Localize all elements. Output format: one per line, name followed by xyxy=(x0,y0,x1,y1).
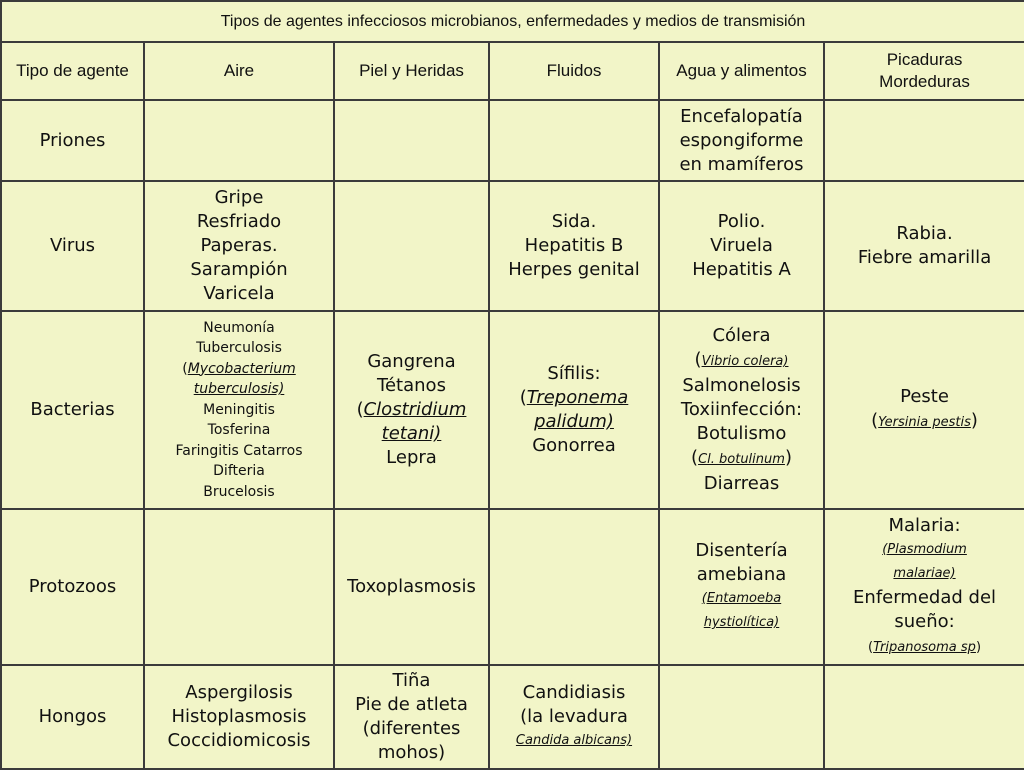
cell-line: Viruela xyxy=(710,235,773,256)
cell-line: amebiana xyxy=(696,564,787,585)
row-hongos xyxy=(1,665,1024,769)
cell-line: Encefalopatía xyxy=(680,105,803,127)
cell-protozoos-piel: Toxoplasmosis xyxy=(334,509,489,665)
cell-virus-fluidos xyxy=(489,181,659,311)
cell-line: Gonorrea xyxy=(532,435,616,456)
cell-line: Varicela xyxy=(203,283,275,304)
cell-virus-agua xyxy=(659,181,824,311)
cell-line: Disentería xyxy=(695,540,788,561)
scientific-name: Cl. botulinum xyxy=(698,452,785,467)
paren-text: ) xyxy=(784,447,792,468)
cell-line: Resfriado xyxy=(196,211,282,232)
paren-text: ) xyxy=(970,410,978,431)
cell-line: Faringitis Catarros xyxy=(175,442,303,459)
cell-line: Peste xyxy=(900,386,949,407)
paren-text: ( xyxy=(356,399,364,420)
cell-virus-piel xyxy=(334,181,489,311)
scientific-name: (Plasmodium xyxy=(882,542,967,557)
cell-protozoos-aire xyxy=(144,509,334,665)
paren-text: ( xyxy=(182,360,188,377)
cell-line: Aspergilosis xyxy=(185,682,293,703)
cell-line: Paperas. xyxy=(200,235,278,256)
cell-line: Coccidiomicosis xyxy=(167,730,311,751)
scientific-name: (Entamoeba xyxy=(701,591,782,606)
cell-line: Brucelosis xyxy=(203,483,275,500)
row-bacterias xyxy=(1,311,1024,509)
cell-line: Botulismo xyxy=(696,423,787,444)
cell-bacterias-aire xyxy=(144,311,334,509)
header-picaduras-line: Picaduras xyxy=(886,50,963,69)
cell-hongos-picaduras xyxy=(824,665,1024,769)
cell-line: Gangrena xyxy=(367,351,456,372)
cell-line: en mamíferos xyxy=(679,153,804,175)
row-virus xyxy=(1,181,1024,311)
cell-line: Sífilis: xyxy=(547,363,601,384)
cell-line: mohos) xyxy=(377,742,446,763)
header-agua-alimentos: Agua y alimentos xyxy=(659,42,824,100)
agent-protozoos: Protozoos xyxy=(1,509,144,665)
cell-virus-aire xyxy=(144,181,334,311)
header-fluidos: Fluidos xyxy=(489,42,659,100)
cell-line: (la levadura xyxy=(520,706,628,727)
scientific-name: hystiolítica) xyxy=(703,615,780,630)
agent-bacterias: Bacterias xyxy=(1,311,144,509)
paren-text: ( xyxy=(519,387,527,408)
cell-hongos-piel xyxy=(334,665,489,769)
scientific-name: Mycobacterium xyxy=(187,360,296,377)
scientific-name: Clostridium xyxy=(363,399,467,420)
cell-line: Histoplasmosis xyxy=(171,706,307,727)
cell-bacterias-picaduras xyxy=(824,311,1024,509)
cell-line xyxy=(827,634,1022,660)
cell-line: Neumonía xyxy=(203,319,275,336)
cell-line xyxy=(827,409,1022,435)
cell-line: Rabia. xyxy=(896,223,953,244)
agent-virus: Virus xyxy=(1,181,144,311)
cell-hongos-aire xyxy=(144,665,334,769)
cell-line: Enfermedad del xyxy=(853,587,997,608)
paren-text: ( xyxy=(868,640,874,655)
cell-line xyxy=(337,398,486,422)
cell-line: Toxiinfección: xyxy=(680,399,803,420)
cell-priones-fluidos xyxy=(489,100,659,181)
header-picaduras-mordeduras xyxy=(824,42,1024,100)
cell-bacterias-agua xyxy=(659,311,824,509)
cell-protozoos-agua xyxy=(659,509,824,665)
cell-hongos-fluidos xyxy=(489,665,659,769)
cell-line: sueño: xyxy=(894,611,955,632)
table-title: Tipos de agentes infecciosos microbianos, enfermedades y medios de transmisión xyxy=(1,1,1024,42)
header-agent-type: Tipo de agente xyxy=(1,42,144,100)
cell-line xyxy=(662,446,821,472)
cell-bacterias-piel xyxy=(334,311,489,509)
cell-protozoos-picaduras xyxy=(824,509,1024,665)
cell-line: Gripe xyxy=(214,187,264,208)
cell-line: Salmonelosis xyxy=(682,375,801,396)
cell-line: espongiforme xyxy=(679,129,804,151)
row-protozoos xyxy=(1,509,1024,665)
cell-line: Meningitis xyxy=(203,401,275,418)
scientific-name: Treponema xyxy=(526,387,629,408)
scientific-name: Yersinia pestis xyxy=(878,415,971,430)
scientific-name: Candida albicans) xyxy=(515,733,633,748)
cell-line: Cólera xyxy=(712,325,771,346)
cell-line: Tosferina xyxy=(207,422,271,439)
scientific-name: tetani) xyxy=(381,423,442,444)
paren-text: ( xyxy=(694,349,702,370)
header-row xyxy=(1,42,1024,100)
cell-line: Pie de atleta xyxy=(355,694,468,715)
cell-line: Lepra xyxy=(386,447,437,468)
cell-hongos-agua xyxy=(659,665,824,769)
cell-line: Hepatitis A xyxy=(692,259,791,280)
agent-priones: Priones xyxy=(1,100,144,181)
row-priones xyxy=(1,100,1024,181)
cell-line: Candidiasis xyxy=(522,682,626,703)
cell-line: Diarreas xyxy=(703,473,780,494)
cell-line: Difteria xyxy=(213,463,265,480)
cell-virus-picaduras xyxy=(824,181,1024,311)
header-piel-heridas: Piel y Heridas xyxy=(334,42,489,100)
agent-hongos: Hongos xyxy=(1,665,144,769)
cell-protozoos-fluidos xyxy=(489,509,659,665)
cell-priones-picaduras xyxy=(824,100,1024,181)
cell-line xyxy=(492,386,656,410)
paren-text: ) xyxy=(975,640,982,655)
cell-priones-piel xyxy=(334,100,489,181)
cell-line: Sarampión xyxy=(190,259,288,280)
cell-line: Tétanos xyxy=(377,375,446,396)
cell-priones-agua xyxy=(659,100,824,181)
cell-priones-aire xyxy=(144,100,334,181)
cell-bacterias-fluidos xyxy=(489,311,659,509)
cell-line: Herpes genital xyxy=(508,259,640,280)
cell-line: Hepatitis B xyxy=(524,235,624,256)
cell-line: Tiña xyxy=(392,670,431,691)
header-aire: Aire xyxy=(144,42,334,100)
scientific-name: tuberculosis) xyxy=(193,381,285,398)
scientific-name: Tripanosoma sp xyxy=(873,640,976,655)
cell-line xyxy=(662,348,821,374)
scientific-name: Vibrio colera) xyxy=(701,354,789,369)
title-row xyxy=(1,1,1024,42)
cell-line: (diferentes xyxy=(362,718,461,739)
cell-line: Malaria: xyxy=(888,515,961,536)
header-mordeduras-line: Mordeduras xyxy=(879,72,970,91)
scientific-name: palidum) xyxy=(534,411,614,432)
scientific-name: malariae) xyxy=(893,566,956,581)
cell-line: Tuberculosis xyxy=(196,340,282,357)
cell-line: Fiebre amarilla xyxy=(857,247,992,268)
cell-line: Sida. xyxy=(551,211,597,232)
cell-line xyxy=(147,359,331,380)
paren-text: ( xyxy=(691,447,699,468)
paren-text: ( xyxy=(871,410,879,431)
cell-line: Polio. xyxy=(717,211,766,232)
